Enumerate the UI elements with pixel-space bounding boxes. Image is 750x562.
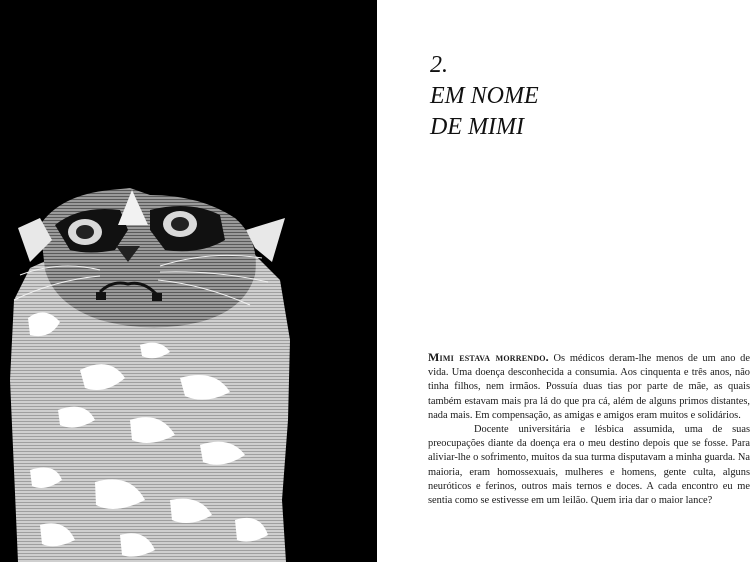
chapter-title-line-2: DE MIMI [430, 114, 524, 140]
chapter-body [428, 350, 750, 508]
paragraph-1-text: Os médicos deram-lhe menos de um ano de vida. Uma doença desconhecida a consumia. Aos cinquenta e três anos, não tinha filhos, nem irmãos. Possuía duas tias por parte de mãe, as quais também estavam mais pra lá do que pra cá, além de alguns primos distantes, nada mais. Em compensação, as amigas e amigos eram muitos e solidários. [428, 353, 750, 421]
chapter-title-line-1: EM NOME [430, 83, 539, 109]
paragraph-1 [428, 350, 750, 423]
chapter-number: 2. [430, 52, 448, 78]
paragraph-2: Docente universitária e lésbica assumida, uma de suas preocupações diante da doença era o meu destino depois que se fosse. Para aliviar-lhe o sofrimento, muitos da sua turma disputavam a minha guarda. Na maioria, eram homossexuais, mulheres e homens, gente culta, alguns neuróticos e ferinos, outros mais ternos e doces. A cada encontro eu me sentia como se estivesse em um leilão. Quem iria dar o maior lance? [428, 424, 750, 507]
lead-in: Mimi estava morrendo. [428, 350, 549, 364]
right-page-text [377, 0, 750, 562]
chapter-heading [430, 50, 539, 143]
